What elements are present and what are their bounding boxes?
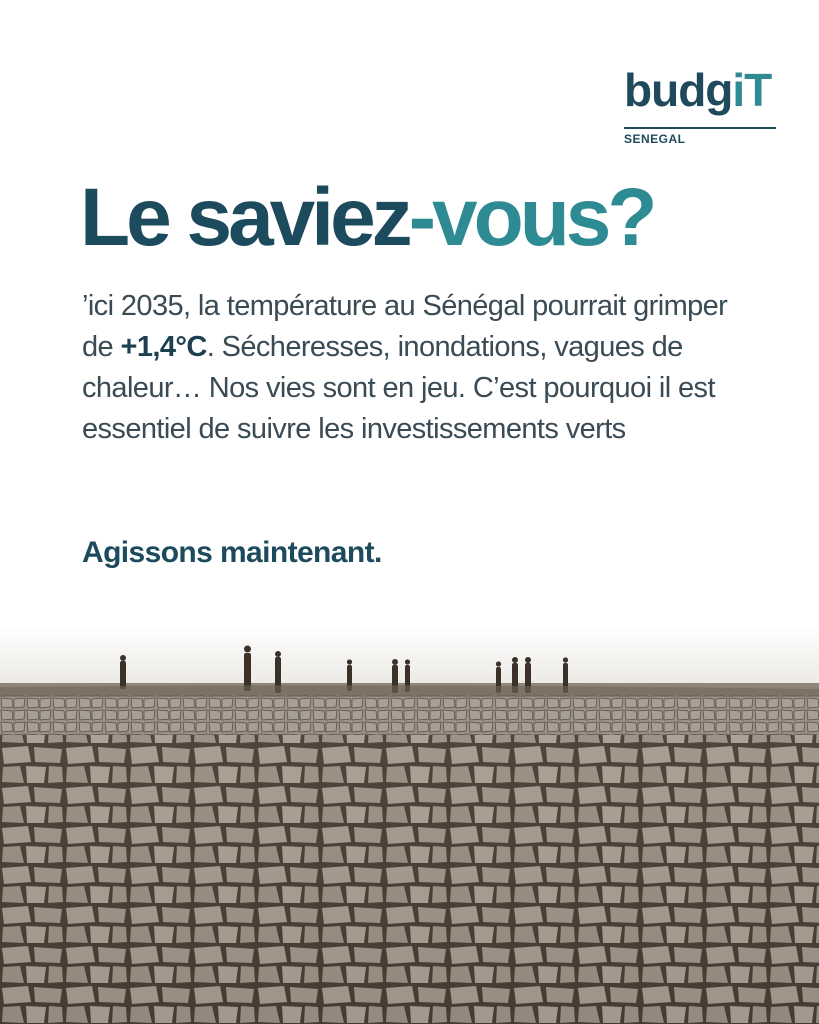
budgit-logo: [624, 64, 776, 148]
body-paragraph: ’ici 2035, la température au Sénégal pourrait grimper de +1,4°C. Sécheresses, inondations, vagues de chaleur… Nos vies sont en jeu. C’est pourquoi il est essentiel de suivre les investissements verts: [82, 290, 728, 445]
headline: [80, 168, 653, 268]
call-to-action: Agissons maintenant.: [82, 536, 382, 569]
logo-divider: [624, 127, 776, 129]
logo-country: SENEGAL: [624, 132, 686, 146]
cracked-earth-photo: [0, 625, 819, 1024]
temperature-highlight: +1,4°C: [120, 331, 207, 363]
headline-part-1: Le saviez: [80, 172, 409, 263]
logo-wordmark: budgiT: [624, 64, 772, 116]
headline-part-2: -vous?: [408, 172, 654, 263]
